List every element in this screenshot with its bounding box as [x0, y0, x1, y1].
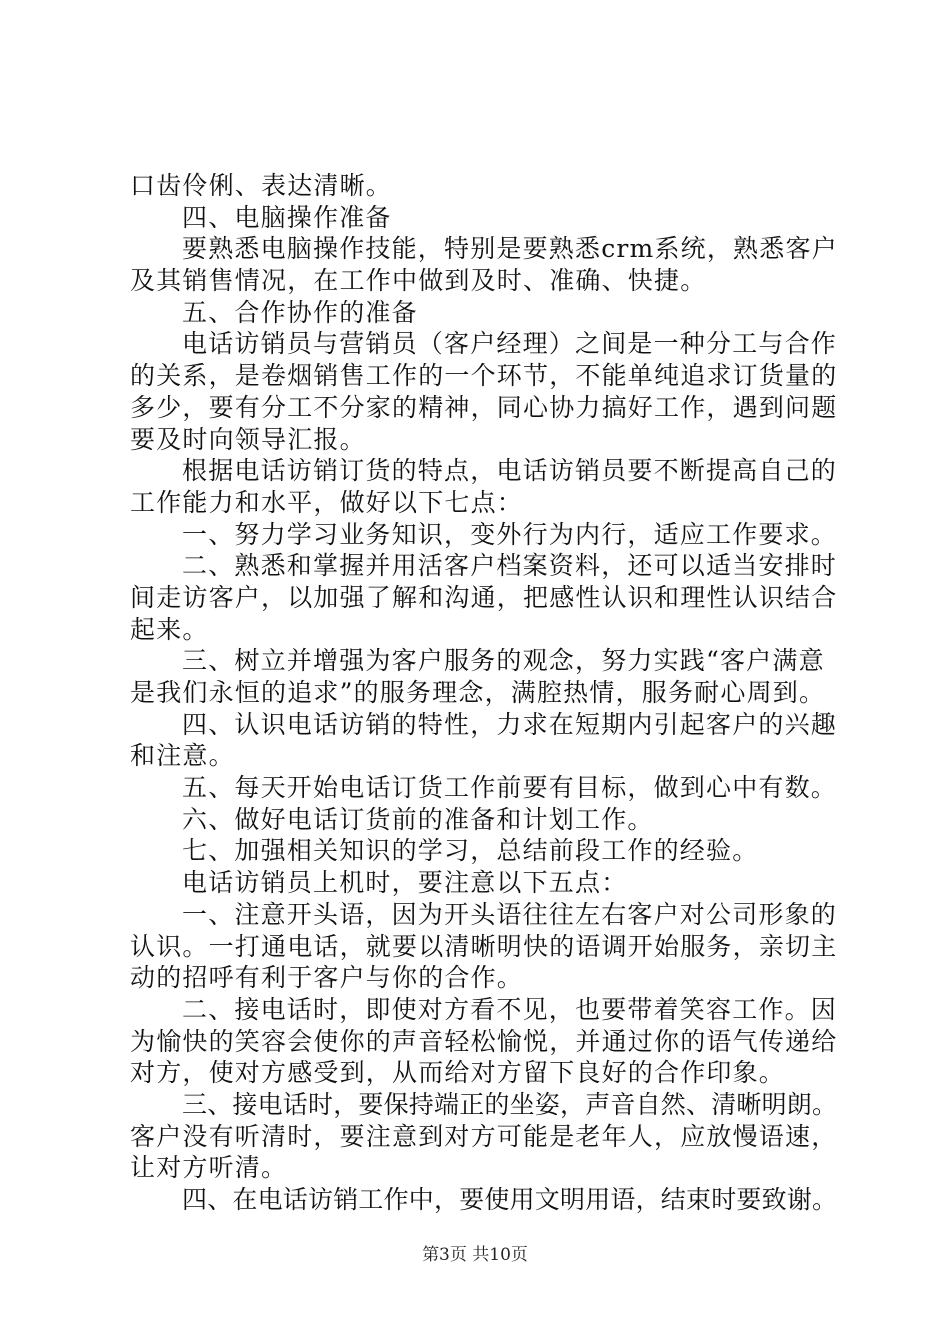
text-line: 认识。一打通电话，就要以清晰明快的语调开始服务，亲切主 — [130, 931, 838, 961]
text-line: 一、注意开头语，因为开头语往往左右客户对公司形象的 — [182, 899, 838, 929]
text-line: 的关系，是卷烟销售工作的一个环节，不能单纯追求订货量的 — [130, 361, 838, 391]
text-line: 根据电话访销订货的特点，电话访销员要不断提高自己的 — [182, 456, 838, 486]
text-line: 间走访客户，以加强了解和沟通，把感性认识和理性认识结合 — [130, 582, 838, 612]
text-line: 二、熟悉和掌握并用活客户档案资料，还可以适当安排时 — [182, 551, 838, 581]
text-line: 电话访销员与营销员（客户经理）之间是一种分工与合作 — [182, 329, 838, 359]
text-line: 五、合作协作的准备 — [182, 297, 418, 327]
document-body — [130, 170, 840, 1216]
text-line: 四、认识电话访销的特性，力求在短期内引起客户的兴趣 — [182, 709, 838, 739]
text-line: 及其销售情况，在工作中做到及时、准确、快捷。 — [130, 266, 707, 296]
text-line: 起来。 — [130, 614, 209, 644]
text-line: 为愉快的笑容会使你的声音轻松愉悦，并通过你的语气传递给 — [130, 1026, 838, 1056]
text-line: 动的招呼有利于客户与你的合作。 — [130, 963, 524, 993]
text-line: 四、在电话访销工作中，要使用文明用语，结束时要致谢。 — [182, 1185, 838, 1214]
text-line: 二、接电话时，即使对方看不见，也要带着笑容工作。因 — [182, 994, 838, 1024]
text-line: 四、电脑操作准备 — [182, 202, 392, 232]
page-footer: 第3页 共10页 — [422, 1245, 528, 1265]
text-line: 六、做好电话订货前的准备和计划工作。 — [182, 804, 654, 834]
text-line: 是我们永恒的追求”的服务理念，满腔热情，服务耐心周到。 — [130, 678, 826, 707]
text-line: 电话访销员上机时，要注意以下五点： — [182, 868, 628, 898]
text-line: 让对方听清。 — [130, 1153, 288, 1183]
text-line: 三、接电话时，要保持端正的坐姿，声音自然、清晰明朗。 — [182, 1089, 838, 1119]
text-line: 工作能力和水平，做好以下七点： — [130, 487, 524, 517]
text-line: 和注意。 — [130, 741, 235, 771]
text-line: 客户没有听清时，要注意到对方可能是老年人，应放慢语速， — [130, 1121, 838, 1151]
text-line: 要及时向领导汇报。 — [130, 424, 366, 454]
text-line: 五、每天开始电话订货工作前要有目标，做到心中有数。 — [182, 773, 838, 803]
text-line: 口齿伶俐、表达清晰。 — [130, 171, 393, 200]
text-line: 一、努力学习业务知识，变外行为内行，适应工作要求。 — [182, 519, 838, 549]
text-line: 三、树立并增强为客户服务的观念，努力实践“客户满意 — [182, 646, 825, 676]
text-line: 要熟悉电脑操作技能，特别是要熟悉crm系统，熟悉客户 — [182, 234, 838, 264]
text-line: 多少，要有分工不分家的精神，同心协力搞好工作，遇到问题 — [130, 392, 838, 422]
text-line: 七、加强相关知识的学习，总结前段工作的经验。 — [182, 836, 759, 866]
text-line: 对方，使对方感受到，从而给对方留下良好的合作印象。 — [130, 1058, 786, 1088]
